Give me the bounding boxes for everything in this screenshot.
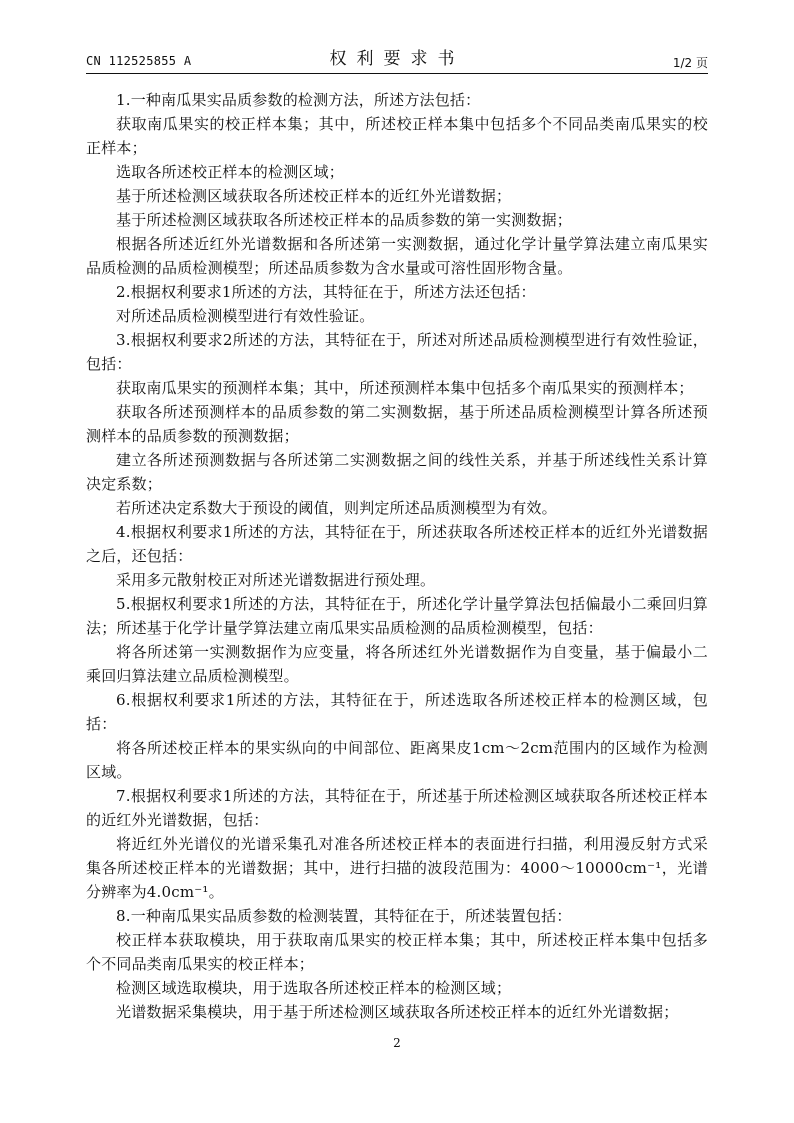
paragraph: 5.根据权利要求1所述的方法，其特征在于，所述化学计量学算法包括偏最小二乘回归算法；所述基于化学计量学算法建立南瓜果实品质检测的品质检测模型，包括：	[86, 595, 708, 637]
paragraph: 8.一种南瓜果实品质参数的检测装置，其特征在于，所述装置包括：	[116, 907, 572, 925]
paragraph: 若所述决定系数大于预设的阈值，则判定所述品质测模型为有效。	[116, 499, 557, 517]
paragraph: 基于所述检测区域获取各所述校正样本的近红外光谱数据；	[116, 187, 512, 205]
paragraph: 检测区域选取模块，用于选取各所述校正样本的检测区域；	[116, 979, 512, 997]
page-header	[86, 44, 708, 72]
paragraph: 6.根据权利要求1所述的方法，其特征在于，所述选取各所述校正样本的检测区域，包括：	[86, 691, 708, 733]
paragraph: 获取各所述预测样本的品质参数的第二实测数据，基于所述品质检测模型计算各所述预测样本的品质参数的预测数据；	[86, 403, 708, 445]
paragraph: 7.根据权利要求1所述的方法，其特征在于，所述基于所述检测区域获取各所述校正样本的近红外光谱数据，包括：	[86, 787, 708, 829]
paragraph: 选取各所述校正样本的检测区域；	[116, 163, 345, 181]
paragraph: 2.根据权利要求1所述的方法，其特征在于，所述方法还包括：	[116, 283, 536, 301]
paragraph: 4.根据权利要求1所述的方法，其特征在于，所述获取各所述校正样本的近红外光谱数据之后，还包括：	[86, 523, 708, 565]
paragraph: 校正样本获取模块，用于获取南瓜果实的校正样本集；其中，所述校正样本集中包括多个不同品类南瓜果实的校正样本；	[86, 931, 708, 973]
paragraph: 对所述品质检测模型进行有效性验证。	[116, 307, 375, 325]
paragraph: 1.一种南瓜果实品质参数的检测方法，所述方法包括：	[116, 91, 481, 109]
page-info: 1/2 页	[672, 56, 708, 70]
paragraph: 建立各所述预测数据与各所述第二实测数据之间的线性关系，并基于所述线性关系计算决定系数；	[86, 451, 708, 493]
paragraph: 获取南瓜果实的预测样本集；其中，所述预测样本集中包括多个南瓜果实的预测样本；	[116, 379, 694, 397]
paragraph: 将近红外光谱仪的光谱采集孔对准各所述校正样本的表面进行扫描，利用漫反射方式采集各所述校正样本的光谱数据；其中，进行扫描的波段范围为：4000～10000cm⁻¹，光谱分辨率为4.0cm⁻¹。	[86, 835, 708, 901]
paragraph: 光谱数据采集模块，用于基于所述检测区域获取各所述校正样本的近红外光谱数据；	[116, 1003, 679, 1021]
paragraph: 获取南瓜果实的校正样本集；其中，所述校正样本集中包括多个不同品类南瓜果实的校正样本；	[86, 115, 708, 157]
claims-body	[86, 88, 708, 1024]
header-rule	[86, 73, 708, 74]
paragraph: 基于所述检测区域获取各所述校正样本的品质参数的第一实测数据；	[116, 211, 573, 229]
paragraph: 采用多元散射校正对所述光谱数据进行预处理。	[116, 571, 436, 589]
paragraph: 根据各所述近红外光谱数据和各所述第一实测数据，通过化学计量学算法建立南瓜果实品质检测的品质检测模型；所述品质参数为含水量或可溶性固形物含量。	[86, 235, 708, 277]
paragraph: 3.根据权利要求2所述的方法，其特征在于，所述对所述品质检测模型进行有效性验证，包括：	[86, 331, 708, 373]
document-title: 权利要求书	[329, 49, 465, 69]
page-number: 2	[393, 1036, 401, 1050]
publication-number: CN 112525855 A	[86, 54, 192, 68]
paragraph: 将各所述第一实测数据作为应变量，将各所述红外光谱数据作为自变量，基于偏最小二乘回归算法建立品质检测模型。	[86, 643, 708, 685]
paragraph: 将各所述校正样本的果实纵向的中间部位、距离果皮1cm～2cm范围内的区域作为检测区域。	[86, 739, 708, 781]
